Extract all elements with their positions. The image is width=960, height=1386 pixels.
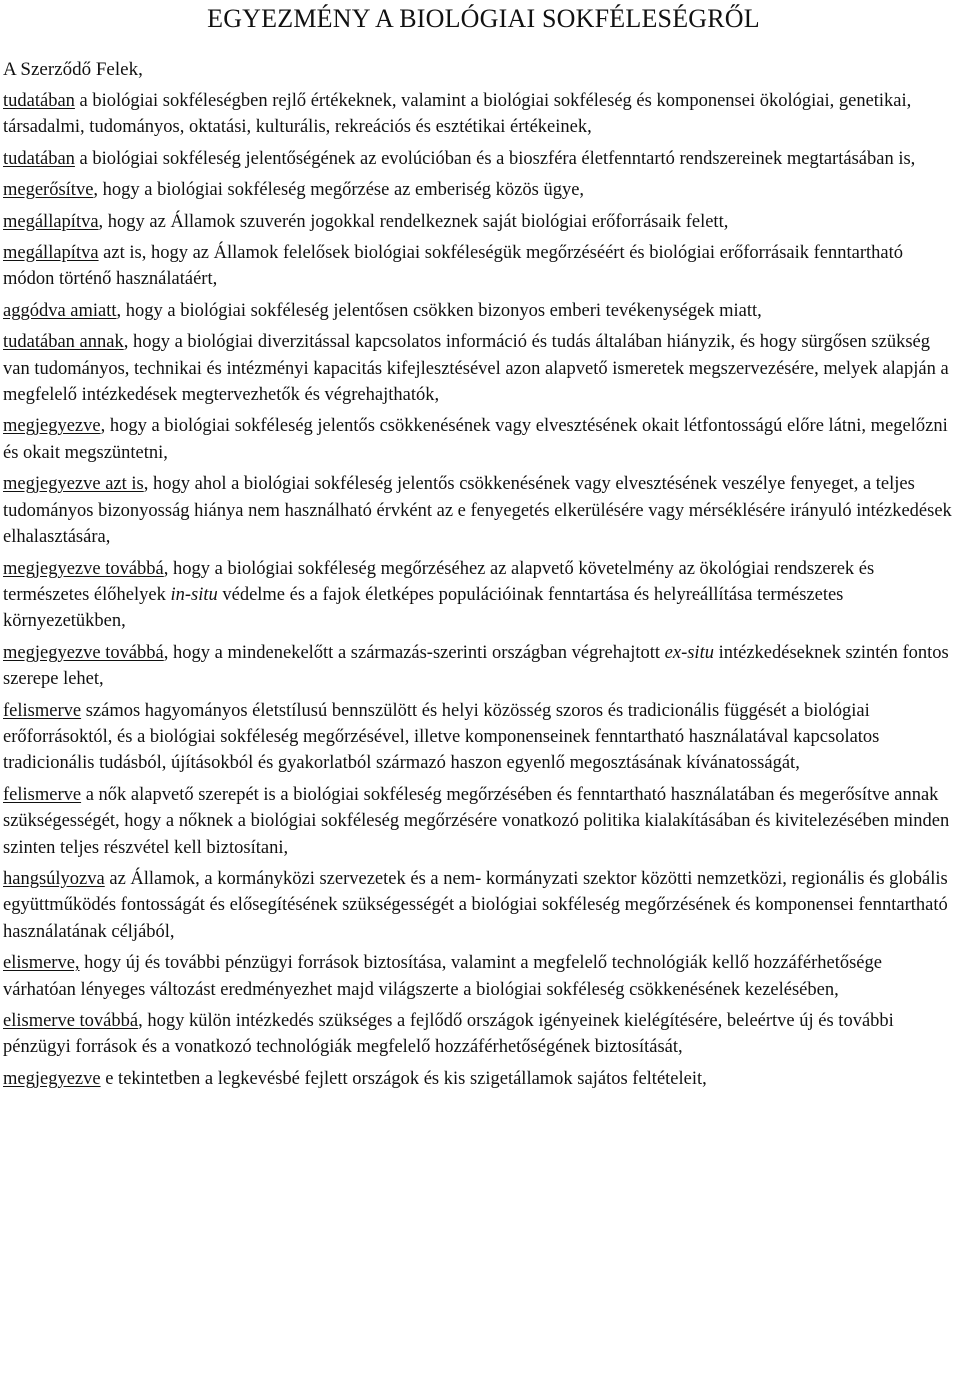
paragraph-text: , hogy ahol a biológiai sokféleség jelentős csökkenésének vagy elvesztésének veszélye fenyeget, a teljes tudományos bizonyosság hiánya nem használható érvként az e fenyegetés elkerülésére vagy mérséklésére irányuló intézkedések elhalasztására,: [3, 474, 952, 548]
paragraph: [3, 471, 952, 550]
paragraph: [3, 177, 952, 203]
document-title: EGYEZMÉNY A BIOLÓGIAI SOKFÉLESÉGRŐL: [207, 4, 760, 33]
paragraph-lead: megerősítve: [3, 180, 94, 201]
paragraph-text: intézkedéseknek szintén fontos szerepe lehet,: [3, 642, 949, 690]
paragraph-lead: megjegyezve továbbá: [3, 642, 164, 663]
paragraph-lead: megjegyezve továbbá: [3, 558, 164, 579]
paragraph-lead: felismerve: [3, 700, 82, 721]
paragraph-lead: tudatában: [3, 91, 75, 111]
preamble: [3, 88, 952, 1092]
paragraph-text: a nők alapvető szerepét is a biológiai sokféleség megőrzésében és fenntartható használatában és megerősítve annak szükségességét, hogy a nőknek a biológiai sokféleség megőrzésére vonatkozó politika kialakításában és kivitelezésében minden szinten teljes részvétel kell biztosítani,: [3, 784, 950, 858]
paragraph: [3, 698, 952, 777]
paragraph: [3, 298, 952, 324]
paragraph-text: , hogy a mindenekelőtt a származás-szerinti országban végrehajtott: [163, 642, 665, 663]
paragraph: [3, 413, 952, 466]
paragraph-text: , hogy a biológiai sokféleség megőrzése az emberiség közös ügye,: [93, 180, 585, 201]
paragraph-text: a biológiai sokféleség jelentőségének az evolúcióban és a bioszféra életfenntartó rendszereinek megtartásában is,: [74, 148, 916, 169]
paragraph-text: , hogy a biológiai sokféleség megőrzéséhez az alapvető követelmény az ökológiai rendszerek és természetes élőhelyek: [3, 558, 875, 605]
paragraph: [3, 556, 952, 635]
paragraph-lead: elismerve továbbá: [3, 1011, 139, 1031]
italic-term: in-situ: [170, 584, 218, 605]
paragraph-text: , hogy a biológiai sokféleség jelentősen csökken bizonyos emberi tevékenységek miatt,: [116, 300, 762, 321]
paragraph-lead: megjegyezve: [3, 416, 101, 437]
paragraph-lead: megjegyezve: [3, 1068, 101, 1089]
paragraph: [3, 640, 952, 693]
salutation: A Szerződő Felek,: [3, 59, 143, 80]
paragraph: [3, 88, 952, 141]
paragraph: [3, 866, 952, 945]
paragraph-text: a biológiai sokféleségben rejlő értékeknek, valamint a biológiai sokféleség és komponensei ökológiai, genetikai, társadalmi, tudományos, oktatási, kulturális, rekreációs és esztétikai értékeinek,: [3, 91, 912, 138]
paragraph-text: számos hagyományos életstílusú bennszülött és helyi közösség szoros és tradicionális függését a biológiai erőforrásoktól, és a biológiai sokféleség megőrzésével, illetve komponenseinek fenntartható használatával kapcsolatos tradicionális tudásból, újításokból és gyakorlatból származó haszon egyenlő megosztásának kívánatosságát,: [3, 700, 880, 774]
paragraph-lead: tudatában annak: [3, 332, 124, 353]
paragraph-text: az Államok, a kormányközi szervezetek és a nem- kormányzati szektor közötti nemzetközi, regionális és globális együttműködés fontosságát és elősegítésének szükségességét a biológiai sokféleség megőrzésének és komponensei fenntartható használatának céljából,: [3, 868, 948, 942]
paragraph: [3, 1066, 952, 1092]
paragraph-text: e tekintetben a legkevésbé fejlett országok és kis szigetállamok sajátos feltételeit,: [100, 1068, 707, 1089]
paragraph-lead: elismerve,: [3, 953, 80, 974]
paragraph-text: , hogy a biológiai sokféleség jelentős csökkenésének vagy elvesztésének okait létfontosságú előre látni, megelőzni és okait megszüntetni,: [3, 416, 948, 463]
paragraph: [3, 329, 952, 408]
document-page: [0, 4, 960, 1386]
paragraph-lead: hangsúlyozva: [3, 868, 105, 889]
paragraph-lead: megállapítva: [3, 243, 99, 264]
paragraph-lead: megjegyezve azt is: [3, 474, 144, 495]
paragraph-text: hogy új és további pénzügyi források biztosítása, valamint a megfelelő technológiák kellő hozzáférhetősége várhatóan lényeges változást eredményezhet majd világszerte a biológiai sokféleség csökkenésének kezelésében,: [3, 953, 882, 1000]
paragraph: [3, 950, 952, 1003]
paragraph-lead: megállapítva: [3, 211, 99, 232]
paragraph-text: , hogy külön intézkedés szükséges a fejlődő országok igényeinek kielégítésére, beleértve új és további pénzügyi források és a vonatkozó technológiák megfelelő hozzáférhetőségének biztosítását,: [3, 1011, 894, 1058]
paragraph-lead: tudatában: [3, 148, 75, 169]
paragraph: [3, 240, 952, 293]
paragraph: [3, 782, 952, 861]
paragraph: [3, 209, 952, 235]
paragraph-text: azt is, hogy az Államok felelősek biológiai sokféleségük megőrzéséért és biológiai erőforrásaik fenntartható módon történő használatáért,: [3, 243, 904, 290]
italic-term: ex-situ: [664, 642, 714, 663]
paragraph-lead: aggódva amiatt: [3, 300, 117, 321]
paragraph: [3, 146, 952, 172]
paragraph: [3, 1008, 952, 1061]
paragraph-lead: felismerve: [3, 784, 82, 805]
paragraph-text: , hogy a biológiai diverzitással kapcsolatos információ és tudás általában hiányzik, és hogy sürgősen szükség van tudományos, technikai és intézményi kapacitás kifejlesztésével azon alapvető ismeretek megszervezésére, melyek alapján a megfelelő intézkedések megtervezhetők és végrehajthatók,: [3, 332, 949, 406]
paragraph-text: védelme és a fajok életképes populációinak fenntartása és helyreállítása természetes környezetükben,: [3, 584, 844, 632]
paragraph-text: , hogy az Államok szuverén jogokkal rendelkeznek saját biológiai erőforrásaik felett,: [98, 211, 729, 232]
